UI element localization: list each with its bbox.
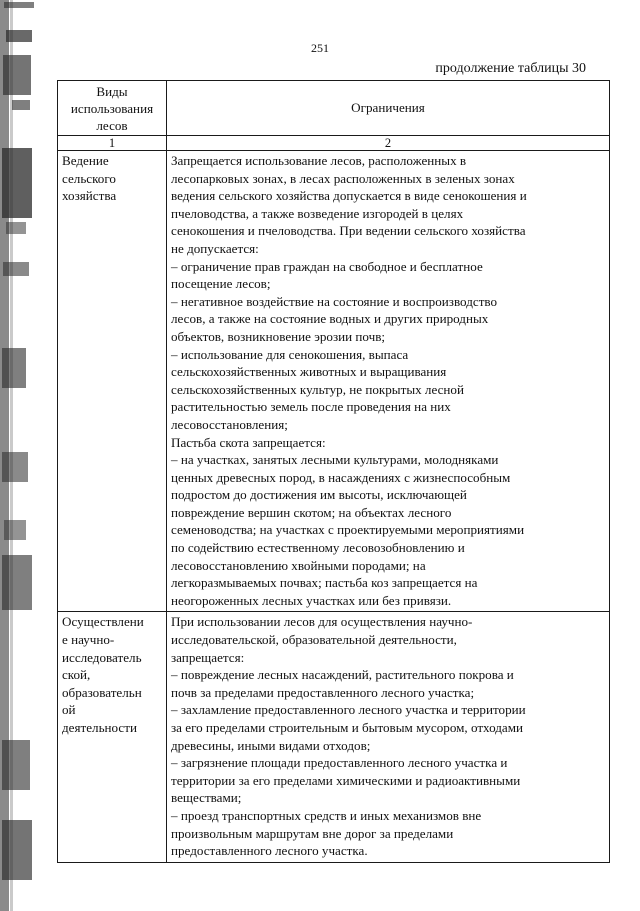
restriction-line: не допускается: (171, 240, 259, 256)
table-row (58, 612, 610, 862)
restriction-line: исследовательской, образовательной деятельности, (171, 632, 457, 648)
restriction-line: – негативное воздействие на состояние и воспроизводство (171, 293, 498, 309)
table-continuation-label: продолжение таблицы 30 (435, 61, 586, 76)
restriction-line: – проезд транспортных средств и иных механизмов вне (171, 807, 482, 823)
restriction-line: – захламление предоставленного лесного участка и территории (171, 702, 526, 718)
restriction-line: – на участках, занятых лесными культурами, молодняками (171, 452, 499, 468)
restriction-line: повреждение вершин скотом; на объектах лесного (171, 504, 452, 520)
restriction-line: неогороженных лесных участках или без привязи. (171, 592, 452, 608)
header-line: лесов (96, 117, 128, 133)
restriction-line: семеноводства; на участках с проектируемыми мероприятиями (171, 522, 525, 538)
header-restrictions: Ограничения (167, 81, 610, 136)
restriction-line: Пастьба скота запрещается: (171, 434, 326, 450)
restriction-line: – использование для сенокошения, выпаса (171, 346, 409, 362)
restriction-line: территории за его пределами химическими и радиоактивными (171, 772, 521, 788)
restriction-line: пчеловодства, а также возведение изгородей в целях (171, 205, 464, 221)
usage-type-line: образовательн (62, 684, 142, 700)
restrictions-cell (167, 612, 610, 862)
restrictions-table (57, 80, 610, 863)
restriction-line: Запрещается использование лесов, расположенных в (171, 153, 467, 168)
column-number: 1 (58, 136, 167, 151)
restriction-line: объектов, возникновение эрозии почв; (171, 328, 386, 344)
column-number-row (58, 136, 610, 151)
usage-type-line: Ведение (62, 153, 109, 168)
scan-edge-artifact (0, 0, 44, 911)
header-line: использования (70, 100, 154, 116)
restriction-line: – ограничение прав граждан на свободное и бесплатное (171, 258, 483, 274)
restriction-line: – повреждение лесных насаждений, растительного покрова и (171, 667, 514, 683)
usage-type-line: деятельности (62, 720, 137, 735)
table-row (58, 151, 610, 612)
restriction-line: сельскохозяйственных животных и выращивания (171, 364, 447, 380)
usage-type-line: хозяйства (62, 188, 117, 204)
restriction-line: сенокошения и пчеловодства. При ведении сельского хозяйства (171, 223, 526, 239)
header-line: Виды (96, 83, 128, 99)
restriction-line: по содействию естественному лесовозобновлению и (171, 540, 465, 556)
usage-type-line: ской, (62, 667, 91, 683)
restriction-line: При использовании лесов для осуществления научно- (171, 614, 473, 630)
restriction-line: ведения сельского хозяйства допускается в виде сенокошения и (171, 188, 527, 204)
usage-type-line: е научно- (62, 632, 115, 648)
restriction-line: легкоразмываемых почвах; пастьба коз запрещается на (171, 575, 478, 591)
restriction-line: растительностью земель после проведения на них (171, 399, 451, 415)
restriction-line: запрещается: (171, 649, 245, 665)
restriction-line: сельскохозяйственных культур, не покрытых лесной (171, 381, 464, 397)
restriction-line: подростом до достижения им высоты, исключающей (171, 487, 467, 503)
restrictions-cell (167, 151, 610, 612)
restriction-line: за его пределами строительным и бытовым мусором, отходами (171, 720, 524, 735)
column-number: 2 (167, 136, 610, 151)
restriction-line: лесовосстановления; (171, 416, 288, 432)
restriction-line: ценных древесных пород, в насаждениях с жизнеспособным (171, 469, 511, 485)
usage-type-line: ой (62, 702, 76, 718)
restriction-line: веществами; (171, 790, 242, 806)
usage-type-line: Осуществлени (62, 614, 144, 630)
usage-type-line: исследователь (62, 649, 142, 665)
restriction-line: произвольным маршрутам вне дорог за пределами (171, 825, 454, 841)
restriction-line: – загрязнение площади предоставленного лесного участка и (171, 755, 508, 771)
restriction-line: посещение лесов; (171, 276, 271, 292)
usage-type-cell (58, 612, 167, 862)
restriction-line: почв за пределами предоставленного лесного участка; (171, 684, 475, 700)
restriction-line: предоставленного лесного участка. (171, 843, 368, 859)
table-header-row (58, 81, 610, 136)
restriction-line: лесов, а также на состояние водных и других природных (171, 311, 489, 327)
restriction-line: лесопарковых зонах, в лесах расположенных в зеленых зонах (171, 170, 515, 186)
usage-type-cell (58, 151, 167, 612)
restriction-line: лесовосстановлению хвойными породами; на (171, 557, 426, 573)
usage-type-line: сельского (62, 170, 116, 186)
restriction-line: древесины, иными видами отходов; (171, 737, 371, 753)
header-usage-types (58, 81, 167, 136)
page-number: 251 (311, 41, 329, 55)
